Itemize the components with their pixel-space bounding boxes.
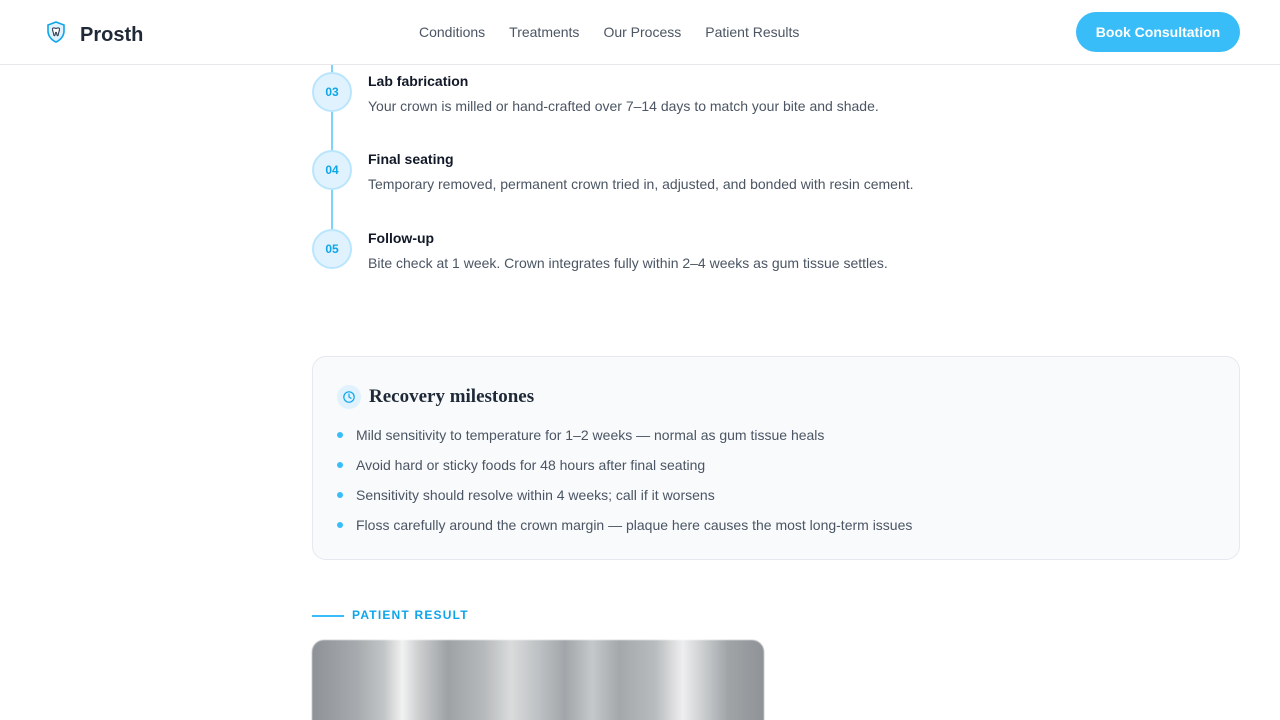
step-number: 03 (312, 72, 352, 112)
bullet-dot (337, 492, 343, 498)
list-item-text: Avoid hard or sticky foods for 48 hours after final seating (356, 457, 706, 473)
milestones-list (337, 426, 912, 546)
list-item (337, 456, 912, 486)
step-title: Lab fabrication (368, 73, 469, 89)
shield-tooth-icon (44, 20, 68, 49)
step-number: 05 (312, 229, 352, 269)
bullet-dot (337, 522, 343, 528)
card-title: Recovery milestones (369, 386, 535, 407)
bullet-dot (337, 462, 343, 468)
step-number: 04 (312, 150, 352, 190)
step-description: Bite check at 1 week. Crown integrates fully within 2–4 weeks as gum tissue settles. (368, 255, 888, 271)
brand-logo[interactable] (44, 20, 143, 49)
eyebrow-label: PATIENT RESULT (352, 608, 469, 622)
step-title: Final seating (368, 151, 454, 167)
site-header (0, 0, 1280, 65)
list-item (337, 516, 912, 546)
nav-treatments[interactable]: Treatments (509, 24, 580, 40)
eyebrow-rule (312, 615, 344, 617)
nav-patient-results[interactable]: Patient Results (705, 24, 800, 40)
patient-result-eyebrow (312, 608, 469, 623)
list-item (337, 426, 912, 456)
nav-our-process[interactable]: Our Process (603, 24, 682, 40)
list-item (337, 486, 912, 516)
main-nav (419, 23, 823, 41)
recovery-milestones-card (312, 356, 1240, 560)
brand-name: Prosth (80, 23, 144, 46)
clock-icon (337, 385, 361, 409)
list-item-text: Sensitivity should resolve within 4 weeks; call if it worsens (356, 487, 715, 503)
list-item-text: Mild sensitivity to temperature for 1–2 weeks — normal as gum tissue heals (356, 427, 825, 443)
nav-conditions[interactable]: Conditions (419, 24, 486, 40)
step-title: Follow-up (368, 230, 435, 246)
book-consultation-button[interactable]: Book Consultation (1076, 12, 1240, 52)
step-description: Temporary removed, permanent crown tried in, adjusted, and bonded with resin cement. (368, 176, 914, 192)
list-item-text: Floss carefully around the crown margin — plaque here causes the most long-term issues (356, 517, 913, 533)
step-description: Your crown is milled or hand-crafted over 7–14 days to match your bite and shade. (368, 98, 879, 114)
patient-result-image (312, 640, 764, 720)
bullet-dot (337, 432, 343, 438)
